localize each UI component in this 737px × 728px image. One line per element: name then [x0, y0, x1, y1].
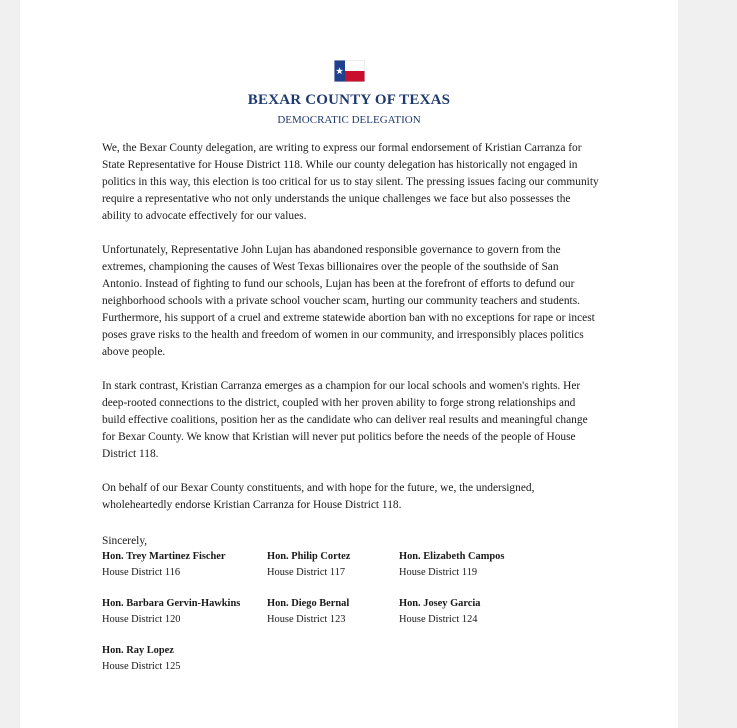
- letterhead-subtitle: DEMOCRATIC DELEGATION: [277, 114, 421, 126]
- signatory-block: [102, 643, 181, 675]
- signatory-block: [399, 596, 481, 628]
- signatory-district: House District 116: [102, 567, 181, 578]
- signatory-name: Hon. Philip Cortez: [267, 551, 351, 562]
- closing-salutation: Sincerely,: [102, 535, 148, 547]
- paragraph-2: Unfortunately, Representative John Lujan has abandoned responsible governance to govern from the extremes, championing the causes of West Texas billionaires over the people of the southside of San Antonio. Instead of fighting to fund our schools, Lujan has been at the forefront of efforts to defund our neighborhood schools with a private school voucher scam, hurting our community teachers and students. Furthermore, his support of a cruel and extreme statewide abortion ban with no exceptions for rape or incest poses grave risks to the health and freedom of women in our community, and irresponsibly places politics above people.: [102, 244, 595, 358]
- letterhead-title: BEXAR COUNTY OF TEXAS: [247, 92, 451, 108]
- signatory-name: Hon. Ray Lopez: [102, 645, 174, 656]
- letter-body: [102, 140, 600, 531]
- paragraph-4: On behalf of our Bexar County constituents, and with hope for the future, we, the undersigned, wholeheartedly endorse Kristian Carranza for House District 118.: [102, 482, 535, 511]
- signatory-name: Hon. Josey Garcia: [399, 598, 481, 609]
- signatory-name: Hon. Elizabeth Campos: [399, 551, 505, 562]
- texas-flag-icon: [334, 60, 365, 82]
- signatory-district: House District 125: [102, 661, 181, 672]
- signatory-block: [399, 549, 504, 581]
- signatory-district: House District 120: [102, 614, 181, 625]
- signatory-name: Hon. Barbara Gervin-Hawkins: [102, 598, 241, 609]
- signatory-block: [102, 596, 240, 628]
- signatory-district: House District 119: [399, 567, 478, 578]
- signatory-block: [102, 549, 226, 581]
- signatory-block: [267, 549, 350, 581]
- paragraph-1: We, the Bexar County delegation, are writing to express our formal endorsement of Kristian Carranza for State Representative for House District 118. While our county delegation has historically not engaged in politics in this way, this election is too critical for us to stay silent. The pressing issues facing our community require a representative who not only understands the unique challenges we face but also possesses the ability to advocate effectively for our values.: [102, 142, 599, 222]
- signatory-name: Hon. Diego Bernal: [267, 598, 350, 609]
- signatory-district: House District 124: [399, 614, 478, 625]
- signatory-district: House District 123: [267, 614, 346, 625]
- paragraph-3: In stark contrast, Kristian Carranza emerges as a champion for our local schools and women's rights. Her deep-rooted connections to the district, coupled with her proven ability to forge strong relationships and build effective coalitions, position her as the candidate who can deliver real results and meaningful change for Bexar County. We know that Kristian will never put politics before the needs of the people of House District 118.: [102, 380, 588, 460]
- signatory-block: [267, 596, 349, 628]
- signatory-district: House District 117: [267, 567, 346, 578]
- document-page: [20, 0, 678, 728]
- signatory-name: Hon. Trey Martinez Fischer: [102, 551, 226, 562]
